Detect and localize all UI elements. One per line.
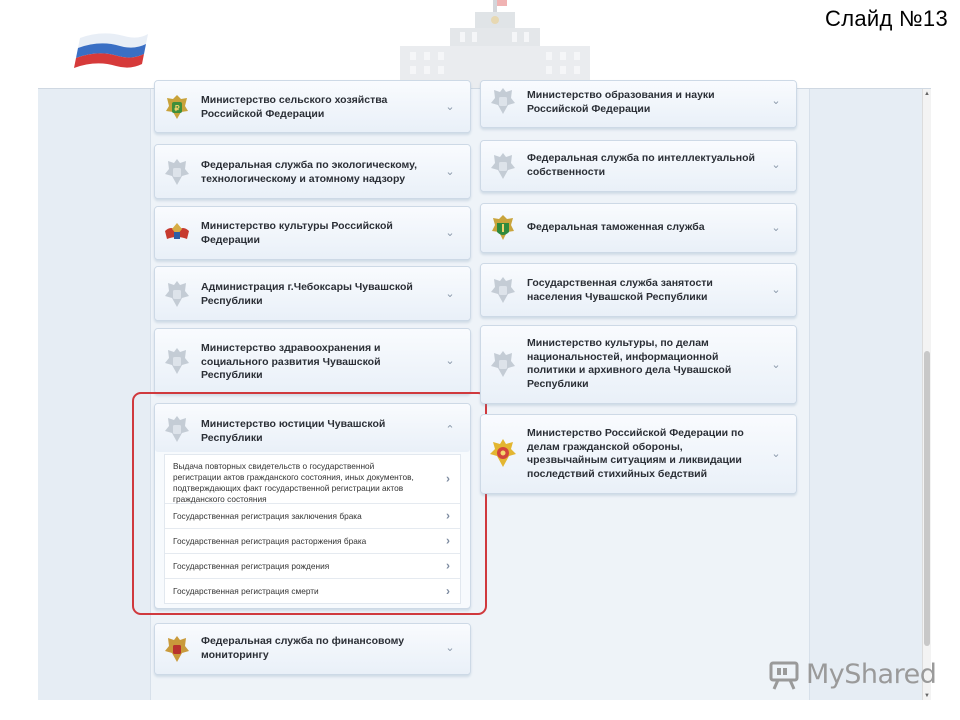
chevron-right-icon: › bbox=[446, 558, 450, 573]
service-label: Выдача повторных свидетельств о государственной регистрации актов гражданского состояния, иных документов, подтверждающих факт государственной регистрации актов гражданского состояния bbox=[173, 461, 414, 504]
grey-eagle-icon bbox=[163, 346, 191, 376]
gold-eagle-icon bbox=[163, 634, 191, 664]
scroll-thumb[interactable] bbox=[924, 351, 930, 646]
card-title: Федеральная служба по финансовому мониторингу bbox=[201, 635, 405, 661]
service-label: Государственная регистрация расторжения брака bbox=[173, 536, 367, 546]
chevron-down-icon[interactable]: ⌄ bbox=[771, 159, 781, 171]
service-label: Государственная регистрация заключения брака bbox=[173, 511, 362, 521]
card-employment-service[interactable] bbox=[480, 263, 797, 317]
grey-eagle-icon bbox=[163, 279, 191, 309]
card-title: Государственная служба занятости населения Чувашской Республики bbox=[527, 277, 713, 303]
chevron-down-icon[interactable]: ⌄ bbox=[771, 222, 781, 234]
svg-text:₽: ₽ bbox=[174, 104, 180, 113]
culture-emblem-icon bbox=[163, 219, 191, 249]
card-title: Министерство Российской Федерации по делам гражданской обороны, чрезвычайным ситуациям и ликвидации последствий стихийных бедствий bbox=[527, 427, 744, 480]
service-label: Государственная регистрация смерти bbox=[173, 586, 319, 596]
chevron-right-icon: › bbox=[446, 584, 450, 598]
green-eagle-icon bbox=[163, 92, 191, 122]
card-customs-service[interactable] bbox=[480, 203, 797, 253]
card-cheboksary-admin[interactable] bbox=[154, 266, 471, 321]
scroll-up-icon[interactable]: ▲ bbox=[924, 91, 930, 97]
grey-eagle-icon bbox=[489, 151, 517, 181]
card-ecology-service[interactable] bbox=[154, 144, 471, 199]
card-title: Федеральная служба по интеллектуальной собственности bbox=[527, 152, 755, 178]
chevron-down-icon[interactable]: ⌄ bbox=[445, 642, 455, 654]
scroll-down-icon[interactable]: ▼ bbox=[924, 693, 930, 699]
grey-eagle-icon bbox=[489, 275, 517, 305]
customs-emblem-icon bbox=[489, 213, 517, 243]
chevron-down-icon[interactable]: ⌄ bbox=[771, 448, 781, 460]
chevron-down-icon[interactable]: ⌄ bbox=[771, 95, 781, 107]
card-title: Федеральная служба по экологическому, технологическому и атомному надзору bbox=[201, 159, 418, 185]
chevron-down-icon[interactable]: ⌄ bbox=[445, 101, 455, 113]
slide-title: Слайд №13 bbox=[825, 6, 948, 31]
watermark-text: MyShared bbox=[806, 659, 937, 690]
card-title: Федеральная таможенная служба bbox=[527, 221, 705, 233]
card-title: Администрация г.Чебоксары Чувашской Республики bbox=[201, 281, 413, 307]
card-title: Министерство культуры, по делам национальностей, информационной политики и архивного дела Чувашской Республики bbox=[527, 337, 732, 390]
card-financial-monitoring[interactable] bbox=[154, 623, 471, 675]
highlight-frame bbox=[132, 392, 487, 615]
card-emergency-ministry[interactable] bbox=[480, 414, 797, 494]
card-title: Министерство культуры Российской Федерации bbox=[201, 220, 393, 246]
chevron-down-icon[interactable]: ⌄ bbox=[445, 288, 455, 300]
service-label: Государственная регистрация рождения bbox=[173, 561, 330, 571]
chevron-right-icon: › bbox=[446, 508, 450, 523]
chevron-down-icon[interactable]: ⌄ bbox=[771, 284, 781, 296]
grey-eagle-icon bbox=[489, 86, 517, 116]
card-education-ministry[interactable] bbox=[480, 80, 797, 128]
chevron-down-icon[interactable]: ⌄ bbox=[771, 359, 781, 371]
vertical-scrollbar[interactable] bbox=[922, 89, 931, 700]
card-chuvash-culture-ministry[interactable] bbox=[480, 325, 797, 404]
card-health-ministry[interactable] bbox=[154, 328, 471, 394]
chevron-up-icon[interactable]: ⌃ bbox=[445, 424, 455, 436]
chevron-right-icon: › bbox=[446, 471, 450, 486]
chevron-down-icon[interactable]: ⌄ bbox=[445, 355, 455, 367]
card-title: Министерство юстиции Чувашской Республики bbox=[201, 418, 386, 444]
card-culture-ministry[interactable] bbox=[154, 206, 471, 260]
card-title: Министерство сельского хозяйства Российской Федерации bbox=[201, 94, 388, 120]
chevron-down-icon[interactable]: ⌄ bbox=[445, 227, 455, 239]
card-intellectual-property[interactable] bbox=[480, 140, 797, 192]
chevron-down-icon[interactable]: ⌄ bbox=[445, 166, 455, 178]
government-building-image bbox=[340, 0, 650, 90]
myshared-watermark bbox=[766, 655, 937, 695]
emergency-emblem-icon bbox=[489, 438, 517, 468]
card-title: Министерство здравоохранения и социального развития Чувашской Республики bbox=[201, 342, 381, 381]
projector-icon bbox=[768, 659, 802, 691]
chevron-right-icon: › bbox=[446, 533, 450, 548]
russian-flag-icon bbox=[72, 28, 152, 70]
card-agriculture-ministry[interactable] bbox=[154, 80, 471, 133]
card-title: Министерство образования и науки Российской Федерации bbox=[527, 89, 715, 115]
grey-eagle-icon bbox=[489, 349, 517, 379]
grey-eagle-icon bbox=[163, 157, 191, 187]
